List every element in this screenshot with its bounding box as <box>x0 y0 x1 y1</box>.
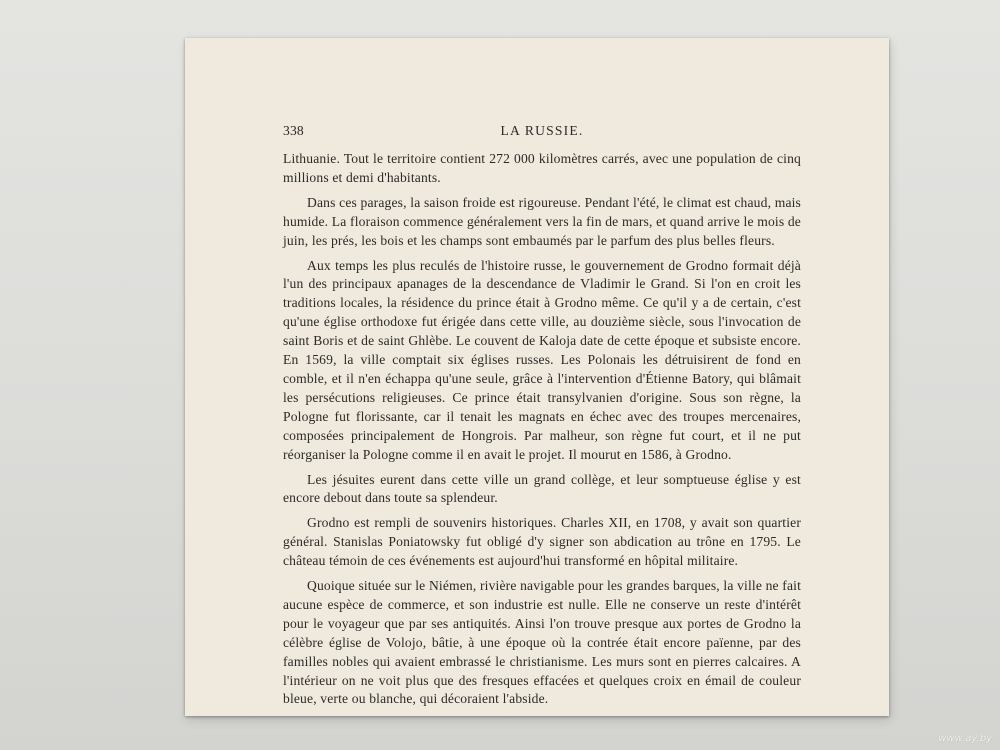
paragraph-6: Quoique située sur le Niémen, rivière navigable pour les grandes barques, la ville ne fait aucune espèce de commerce, et son industrie est nulle. Elle ne conserve un reste d'intérêt pour le voyageur que par ses antiquités. Ainsi l'on trouve presque aux portes de Grodno la célèbre église de Volojo, bâtie, à une époque où la contrée était encore païenne, par des familles nobles qui avaient embrassé le christianisme. Les murs sont en pierres calcaires. A l'intérieur on ne voit plus que des fresques effacées et quelques croix en émail de couleur bleue, verte ou blanche, qui décoraient l'abside. <box>283 578 801 707</box>
paragraph-5: Grodno est rempli de souvenirs historiques. Charles XII, en 1708, y avait son quartier général. Stanislas Poniatowsky fut obligé d'y signer son abdication au trône en 1795. Le château témoin de ces événements est aujourd'hui transformé en hôpital militaire. <box>283 515 801 569</box>
paragraph-2: Dans ces parages, la saison froide est rigoureuse. Pendant l'été, le climat est chaud, mais humide. La floraison commence généralement vers la fin de mars, et quand arrive le mois de juin, les prés, les bois et les champs sont embaumés par le parfum des plus belles fleurs. <box>283 194 801 248</box>
running-title: LA RUSSIE. <box>500 123 584 138</box>
paragraph-4: Les jésuites eurent dans cette ville un grand collège, et leur somptueuse église y est encore debout dans toute sa splendeur. <box>283 471 801 506</box>
running-header <box>283 122 801 141</box>
page-text-block <box>283 122 801 715</box>
page-number: 338 <box>283 123 304 138</box>
paragraph-1: Lithuanie. Tout le territoire contient 272 000 kilomètres carrés, avec une population de cinq millions et demi d'habitants. <box>283 151 801 185</box>
book-page <box>185 38 889 716</box>
site-watermark: www.ay.by <box>938 733 992 744</box>
paragraph-3: Aux temps les plus reculés de l'histoire russe, le gouvernement de Grodno formait déjà l'un des principaux apanages de la descendance de Vladimir le Grand. Si l'on en croit les traditions locales, la résidence du prince était à Grodno même. Ce qu'il y a de certain, c'est qu'une église orthodoxe fut érigée dans cette ville, au douzième siècle, sous l'invocation de saint Boris et de saint Ghlèbe. Le couvent de Kaloja date de cette époque et subsiste encore. En 1569, la ville comptait six églises russes. Les Polonais les détruisirent de fond en comble, et il n'en échappa qu'une seule, grâce à l'intervention d'Étienne Batory, qui blâmait les persécutions religieuses. Ce prince était transylvanien d'origine. Sous son règne, la Pologne fut florissante, car il tenait les magnats en échec avec des troupes mercenaires, composées principalement de Hongrois. Par malheur, son règne fut court, et il ne put réorganiser la Pologne comme il en avait le projet. Il mourut en 1586, à Grodno. <box>283 257 801 462</box>
